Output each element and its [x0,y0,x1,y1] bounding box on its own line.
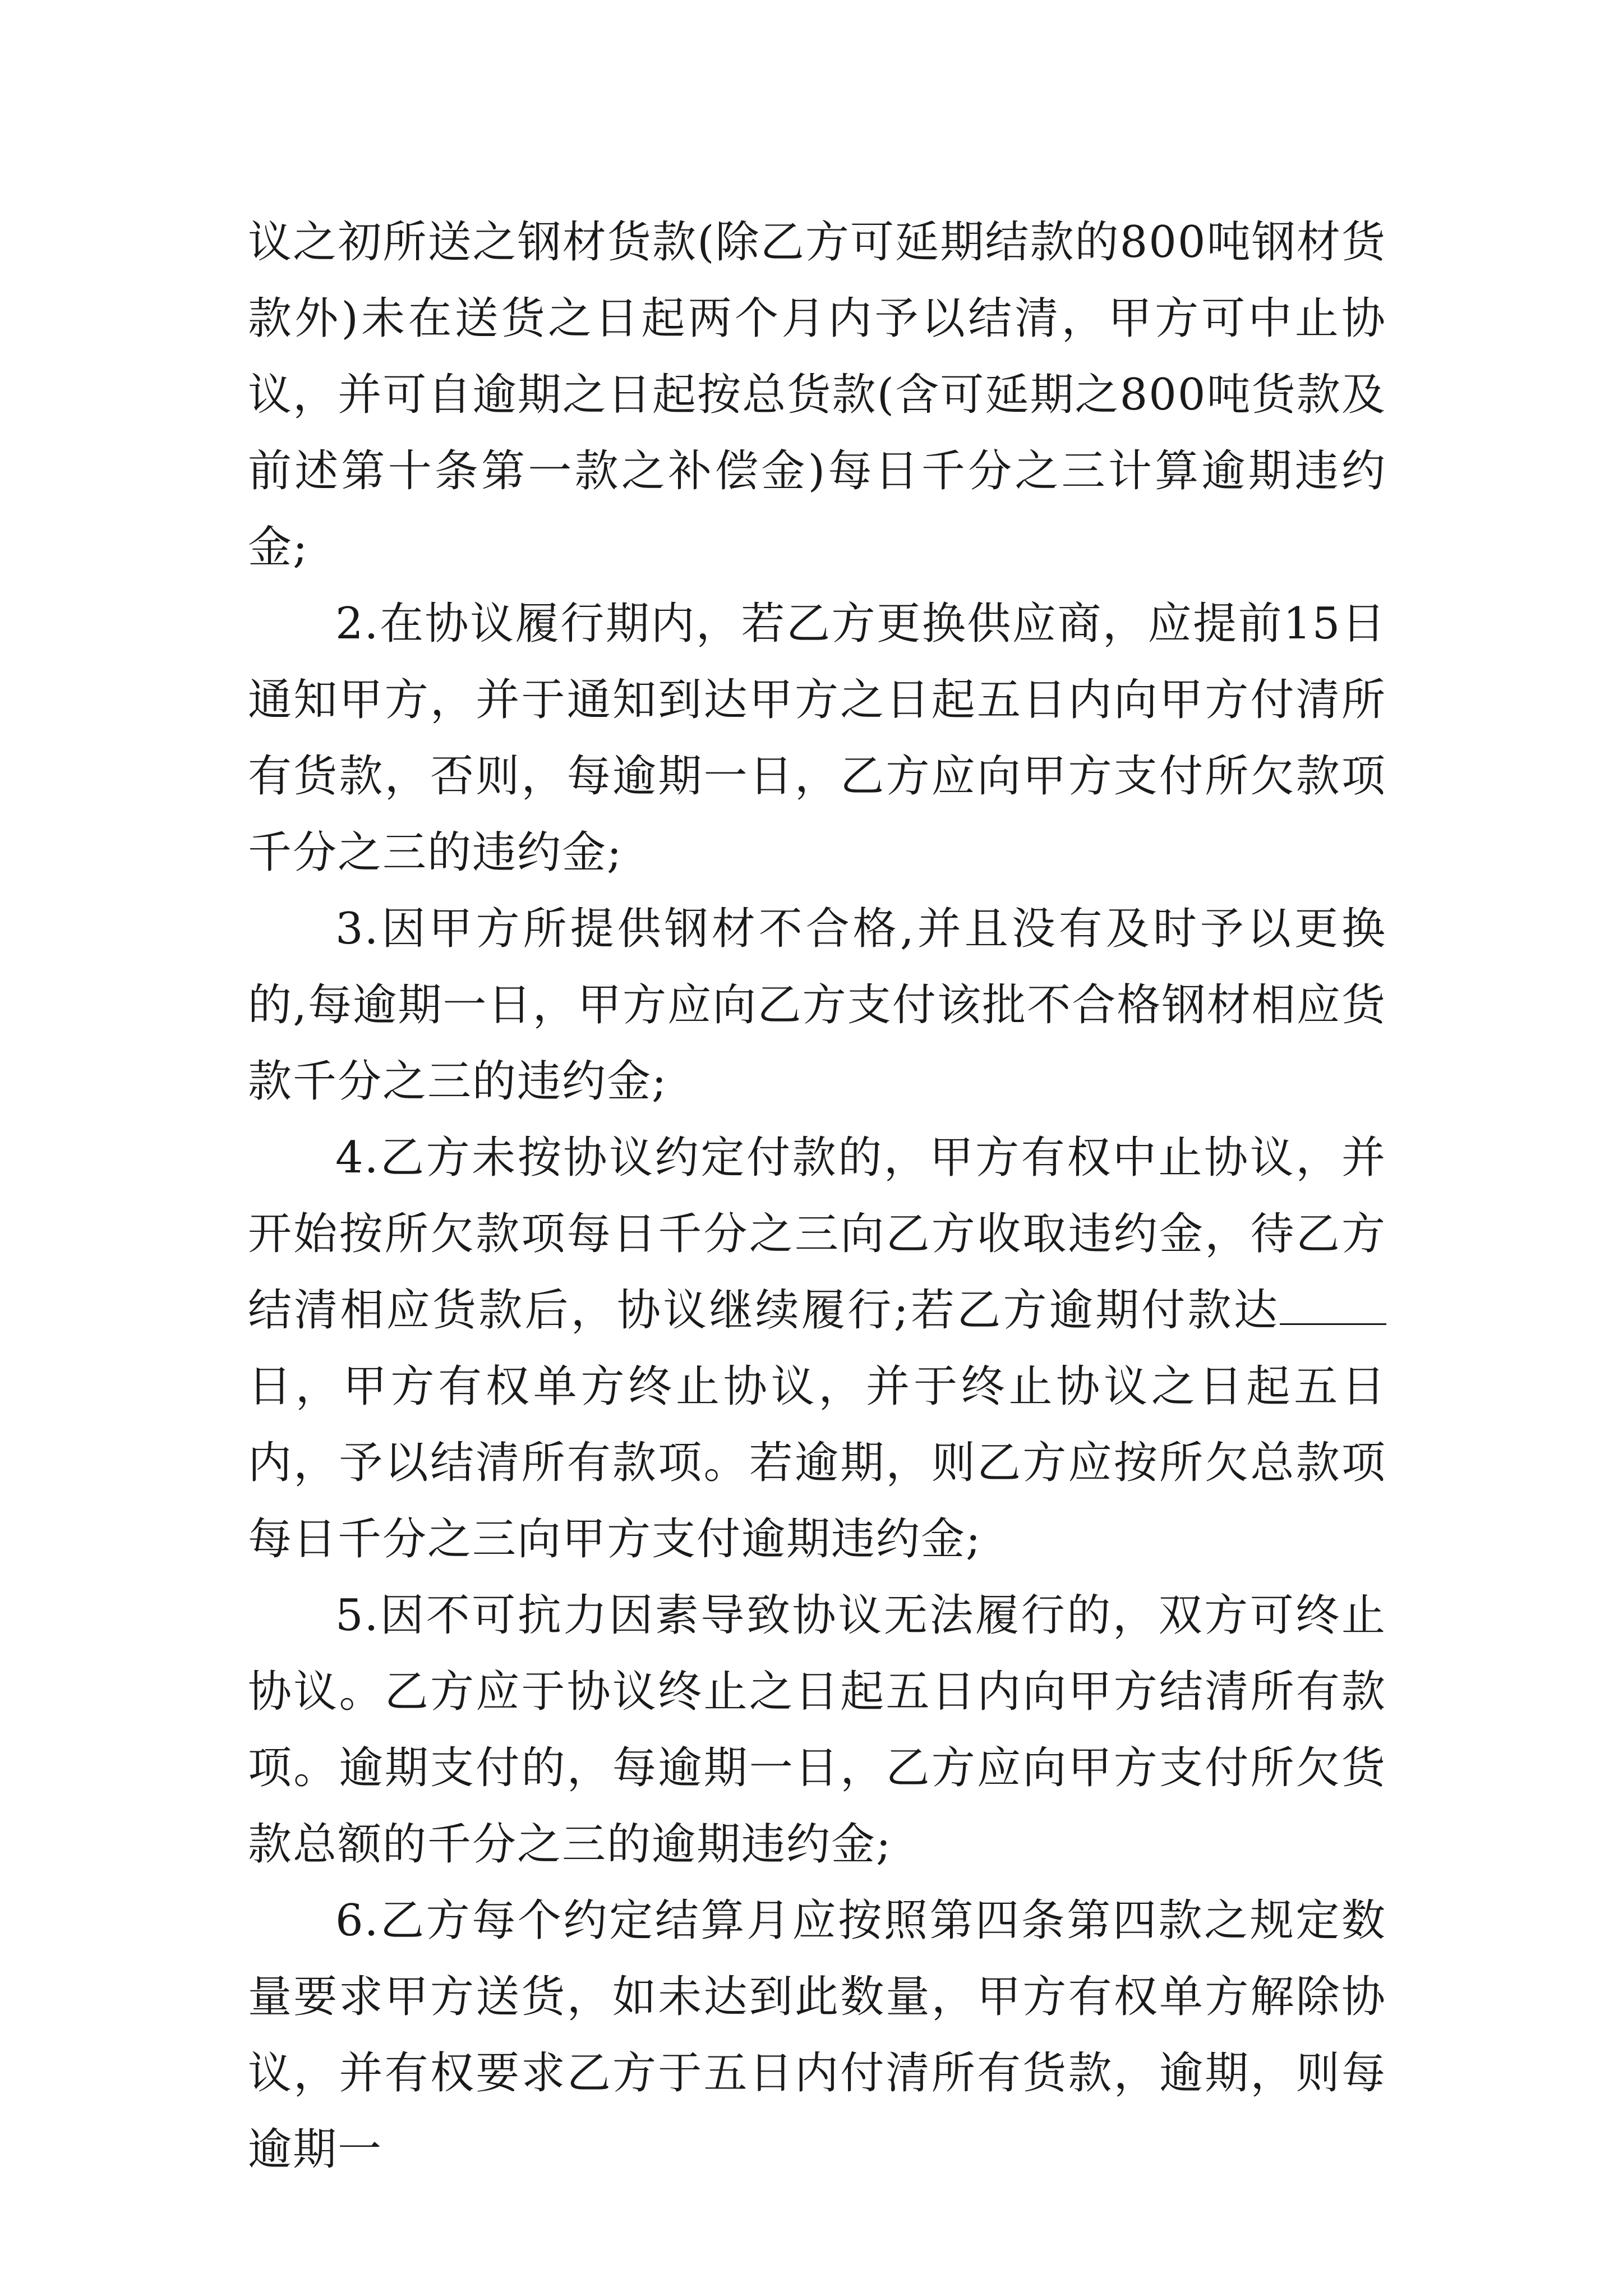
paragraph-clause-6: 6.乙方每个约定结算月应按照第四条第四款之规定数量要求甲方送货，如未达到此数量，甲方有权单方解除协议，并有权要求乙方于五日内付清所有货款，逾期，则每逾期一 [248,1895,1386,2175]
paragraph-clause-4 [248,1120,1386,1577]
paragraph-clause-2: 2.在协议履行期内，若乙方更换供应商，应提前15日通知甲方，并于通知到达甲方之日起五日内向甲方付清所有货款，否则，每逾期一日，乙方应向甲方支付所欠款项千分之三的违约金; [248,599,1386,878]
paragraph-clause-3: 3.因甲方所提供钢材不合格,并且没有及时予以更换的,每逾期一日，甲方应向乙方支付该批不合格钢材相应货款千分之三的违约金; [248,904,1386,1107]
fill-in-blank [1280,1290,1386,1325]
paragraph-clause-5: 5.因不可抗力因素导致协议无法履行的，双方可终止协议。乙方应于协议终止之日起五日内向甲方结清所有款项。逾期支付的，每逾期一日，乙方应向甲方支付所欠货款总额的千分之三的逾期违约金; [248,1590,1386,1870]
document-body [248,204,1386,2188]
clause-4-text-before-blank: 4.乙方未按协议约定付款的，甲方有权中止协议，并开始按所欠款项每日千分之三向乙方收取违约金，待乙方结清相应货款后，协议继续履行;若乙方逾期付款达 [248,1133,1386,1336]
paragraph-continuation: 议之初所送之钢材货款(除乙方可延期结款的800吨钢材货款外)未在送货之日起两个月内予以结清，甲方可中止协议，并可自逾期之日起按总货款(含可延期之800吨货款及前述第十条第一款之补偿金)每日千分之三计算逾期违约金; [248,217,1386,573]
clause-4-text-after-blank: 日，甲方有权单方终止协议，并于终止协议之日起五日内，予以结清所有款项。若逾期，则乙方应按所欠总款项每日千分之三向甲方支付逾期违约金; [248,1361,1386,1565]
